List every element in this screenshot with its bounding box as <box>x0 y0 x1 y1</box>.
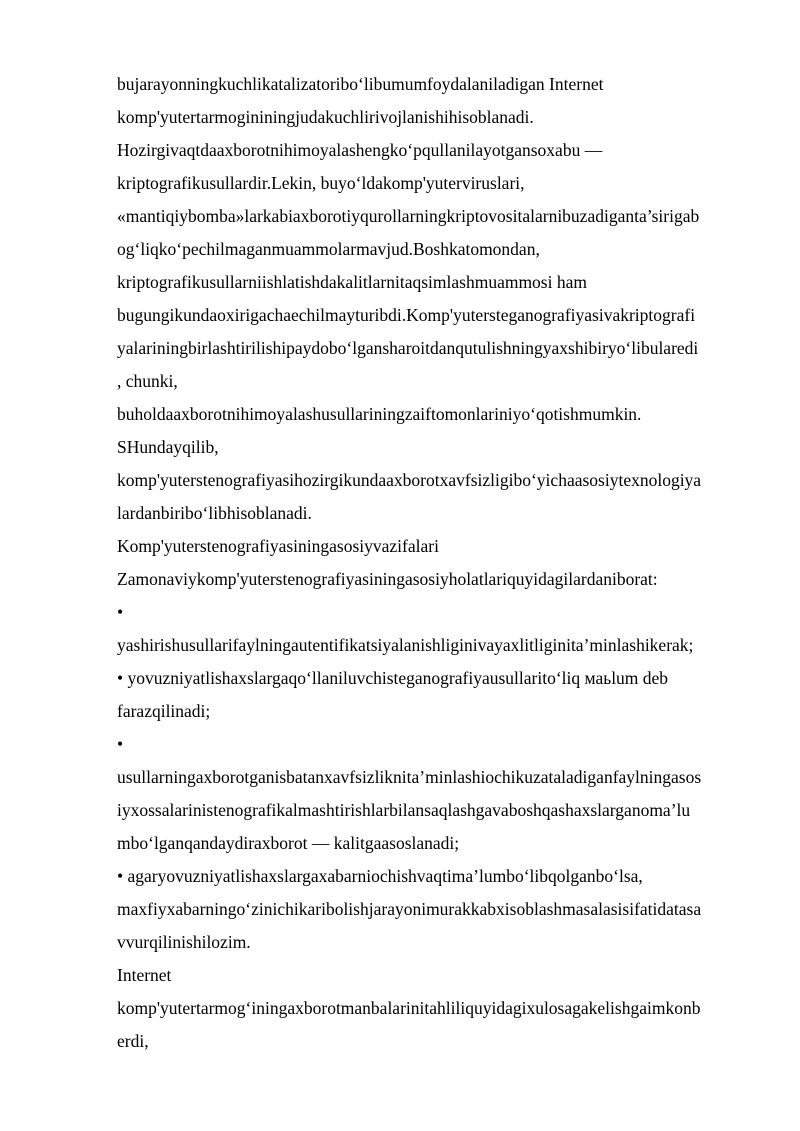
bullet-marker: • <box>117 734 124 754</box>
text-line: vvurqilinishilozim. <box>117 932 251 952</box>
text-line: iyxossalarinistenografikalmashtirishlarbilansaqlashgavaboshqashaxslarganoma’lu <box>117 800 691 820</box>
text-line: yalariningbirlashtirilishipaydobo‘lgansharoitdanqutulishningyaxshibiryo‘libularedi <box>117 338 699 358</box>
text-line: kriptografikusullardir.Lekin, buyo‘ldakomp'yuterviruslari, <box>117 173 525 193</box>
text-line: Zamonaviykomp'yuterstenografiyasiningasosiyholatlariquyidagilardaniborat: <box>117 569 658 589</box>
bullet-item: • yovuzniyatlishaxslargaqo‘llaniluvchisteganografiyausullarito‘liq маьlum deb <box>117 668 669 688</box>
text-line: komp'yutertarmogininingjudakuchlirivojlanishihisoblanadi. <box>117 107 534 127</box>
text-line: usullarningaxborotganisbatanxavfsizliknita’minlashiochikuzataladiganfaylningasos <box>117 767 702 787</box>
text-line: Hozirgivaqtdaaxborotnihimoyalashengko‘pqullanilayotgansoxabu — <box>117 140 603 160</box>
bullet-marker: • <box>117 602 124 622</box>
text-line: erdi, <box>117 1031 149 1051</box>
text-line: Internet <box>117 965 172 985</box>
text-line: farazqilinadi; <box>117 701 211 721</box>
bullet-item: • agaryovuzniyatlishaxslargaxabarniochishvaqtima’lumbo‘libqolganbo‘lsa, <box>117 866 643 886</box>
text-line: kriptografikusullarniishlatishdakalitlarnitaqsimlashmuammosi ham <box>117 272 587 292</box>
text-line: , chunki, <box>117 371 178 391</box>
text-line: og‘liqko‘pechilmaganmuammolarmavjud.Boshkatomondan, <box>117 239 540 259</box>
text-line: «mantiqiybomba»larkabiaxborotiyqurollarningkriptovositalarnibuzadiganta’sirigab <box>117 206 700 226</box>
text-line: komp'yuterstenografiyasihozirgikundaaxborotxavfsizligibo‘yichaasosiytexnologiya <box>117 470 702 490</box>
text-line: lardanbiribo‘libhisoblanadi. <box>117 503 312 523</box>
text-line: mbo‘lganqandaydiraxborot — kalitgaasoslanadi; <box>117 833 460 853</box>
text-line: maxfiyxabarningo‘zinichikaribolishjarayonimurakkabxisoblashmasalasisifatidatasa <box>117 899 702 919</box>
section-heading: Komp'yuterstenografiyasiningasosiyvazifalari <box>117 536 439 556</box>
text-line: komp'yutertarmog‘iningaxborotmanbalarinitahliliquyidagixulosagakelishgaimkonb <box>117 998 701 1018</box>
text-line: SHundayqilib, <box>117 437 219 457</box>
text-line: bugungikundaoxirigachaechilmayturibdi.Komp'yutersteganografiyasivakriptografi <box>117 305 696 325</box>
text-line: buholdaaxborotnihimoyalashusullariningzaiftomonlariniyo‘qotishmumkin. <box>117 404 642 424</box>
text-line: yashirishusullarifaylningautentifikatsiyalanishliginivayaxlitliginita’minlashikerak; <box>117 635 694 655</box>
text-line: bujarayonningkuchlikatalizatoribo‘libumumfoydalaniladigan Internet <box>117 74 604 94</box>
document-page <box>117 68 747 1058</box>
